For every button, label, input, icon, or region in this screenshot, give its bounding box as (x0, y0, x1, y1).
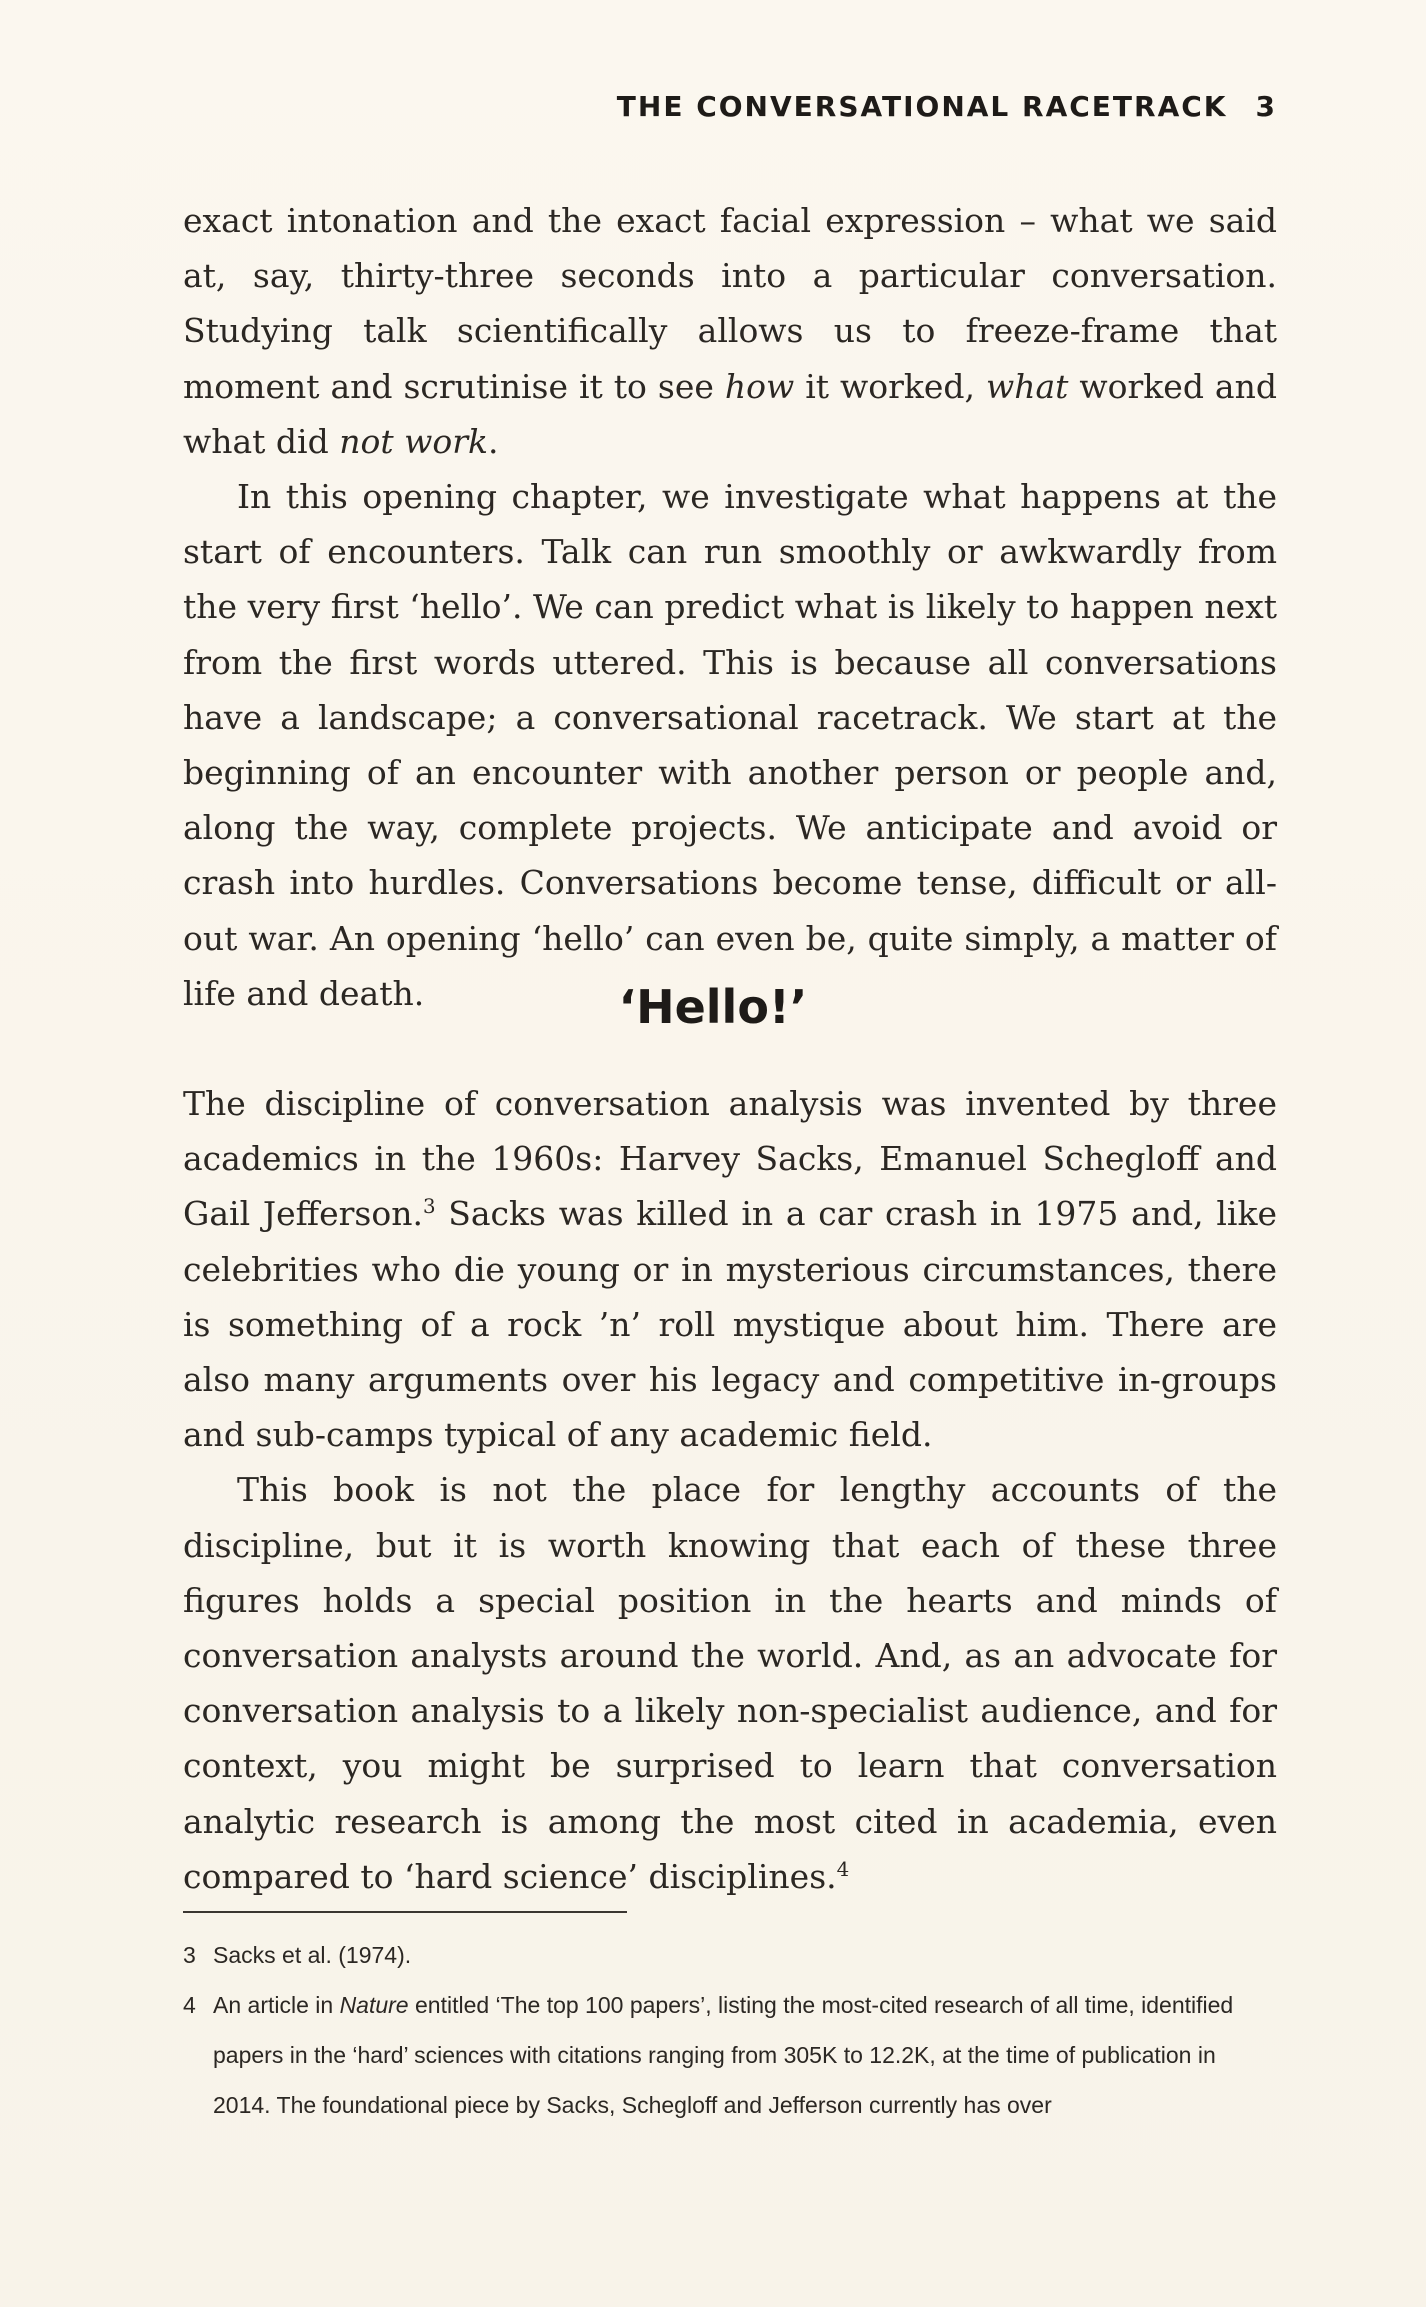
footnote-number: 4 (183, 1992, 196, 2018)
paragraph-this-book: This book is not the place for lengthy accounts of the discipline, but it is worth knowing that each of these three figures holds a special position in the hearts and minds of conversation analysts around the world. And, as an advocate for conversation analysis to a likely non-specialist audience, and for context, you might be surprised to learn that conversation analytic research is among the most cited in academia, even compared to ‘hard science’ disciplines.$^4$ (183, 1470, 1277, 1896)
emphasis-how: how (724, 366, 795, 406)
running-title: THE CONVERSATIONAL RACETRACK (616, 90, 1228, 123)
running-head (617, 90, 1277, 123)
footnotes (183, 1930, 1277, 2130)
journal-title: Nature (339, 1992, 409, 2018)
footnote-ref-4[interactable]: 4 (836, 1857, 850, 1881)
footnote-divider (183, 1911, 627, 1913)
footnote-4 (183, 1980, 1277, 2130)
emphasis-what: what (986, 366, 1069, 406)
paragraph-discipline: The discipline of conversation analysis was invented by three academics in the 1960s: Harvey Sacks, Emanuel Schegloff and Gail Jefferson.$^3$ Sacks was killed in a car crash in 1975 and, like celebrities who die young or in mysterious circumstances, there is something of a rock ’n’ roll mystique about him. There are also many arguments over his legacy and competitive in-groups and sub-camps typical of any academic field. (183, 1084, 1278, 1455)
body-text-bottom (183, 1076, 1277, 1904)
footnote-text: An article in Nature entitled ‘The top 100 papers’, listing the most-cited research of all time, identified papers in the ‘hard’ sciences with citations ranging from 305K to 12.2K, at the time of publication in 2014. The foundational piece by Sacks, Schegloff and Jefferson currently has over (213, 1992, 1234, 2118)
footnote-number: 3 (183, 1942, 196, 1968)
page-number: 3 (1255, 90, 1277, 123)
footnote-text: Sacks et al. (1974). (213, 1942, 412, 1968)
footnote-3 (183, 1930, 1277, 1980)
body-text-top (183, 193, 1277, 1021)
footnote-ref-3[interactable]: 3 (422, 1195, 436, 1219)
emphasis-not-work: not work (339, 421, 488, 461)
paragraph-continuation: exact intonation and the exact facial expression – what we said at, say, thirty-three seconds into a particular conversation. Studying talk scientifically allows us to freeze-frame that moment and scrutinise it to see how it worked, what worked and what did not work. (183, 201, 1277, 461)
paragraph-opening-chapter: In this opening chapter, we investigate what happens at the start of encounters. Talk can run smoothly or awkwardly from the very first ‘hello’. We can predict what is likely to happen next from the first words uttered. This is because all conversations have a landscape; a conversational racetrack. We start at the beginning of an encounter with another person or people and, along the way, complete projects. We anticipate and avoid or crash into hurdles. Conversations become tense, difficult or all-out war. An opening ‘hello’ can even be, quite simply, a matter of life and death. (183, 477, 1277, 1013)
section-heading: ‘Hello!’ (618, 980, 808, 1034)
